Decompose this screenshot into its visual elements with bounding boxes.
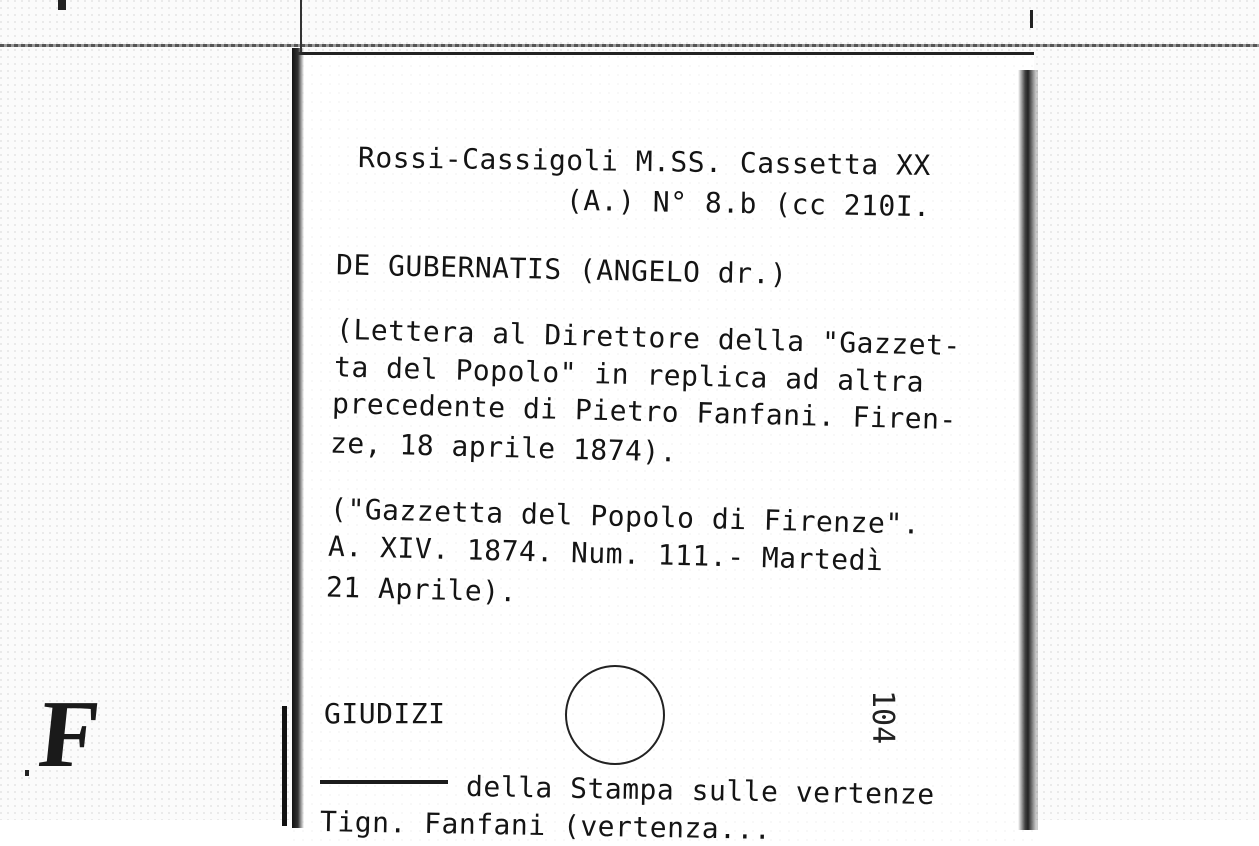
source-line-2: A. XIV. 1874. Num. 111.- Martedì	[327, 529, 884, 578]
ink-speck	[1030, 10, 1033, 28]
stamp-number: 104	[865, 690, 900, 745]
card-left-edge	[292, 48, 304, 828]
top-divider	[0, 44, 1259, 47]
source-line-1: ("Gazzetta del Popolo di Firenze".	[329, 492, 921, 541]
section-heading: GIUDIZI	[324, 697, 446, 730]
ink-speck	[25, 770, 29, 776]
card-header-line-1: Rossi-Cassigoli M.SS. Cassetta XX	[357, 141, 932, 182]
left-bracket	[262, 706, 287, 826]
bottom-line-partial: Tign. Fanfani (vertenza...	[319, 805, 772, 846]
source-line-3: 21 Aprile).	[325, 570, 518, 609]
margin-letter: F	[34, 680, 105, 787]
ink-speck	[58, 0, 66, 10]
card-header-line-2: (A.) N° 8.b (cc 210I.	[565, 183, 931, 224]
description-line-1: (Lettera al Direttore della "Gazzet-	[335, 312, 962, 363]
description-line-4: ze, 18 aprile 1874).	[329, 426, 678, 469]
card-right-edge	[1018, 70, 1038, 830]
dash-rule	[320, 780, 448, 784]
description-line-2: ta del Popolo" in replica ad altra	[333, 350, 925, 399]
author-heading: DE GUBERNATIS (ANGELO dr.)	[335, 248, 788, 291]
bottom-line: della Stampa sulle vertenze	[465, 769, 935, 812]
stamp-circle	[565, 665, 665, 765]
description-line-3: precedente di Pietro Fanfani. Firen-	[331, 386, 958, 437]
